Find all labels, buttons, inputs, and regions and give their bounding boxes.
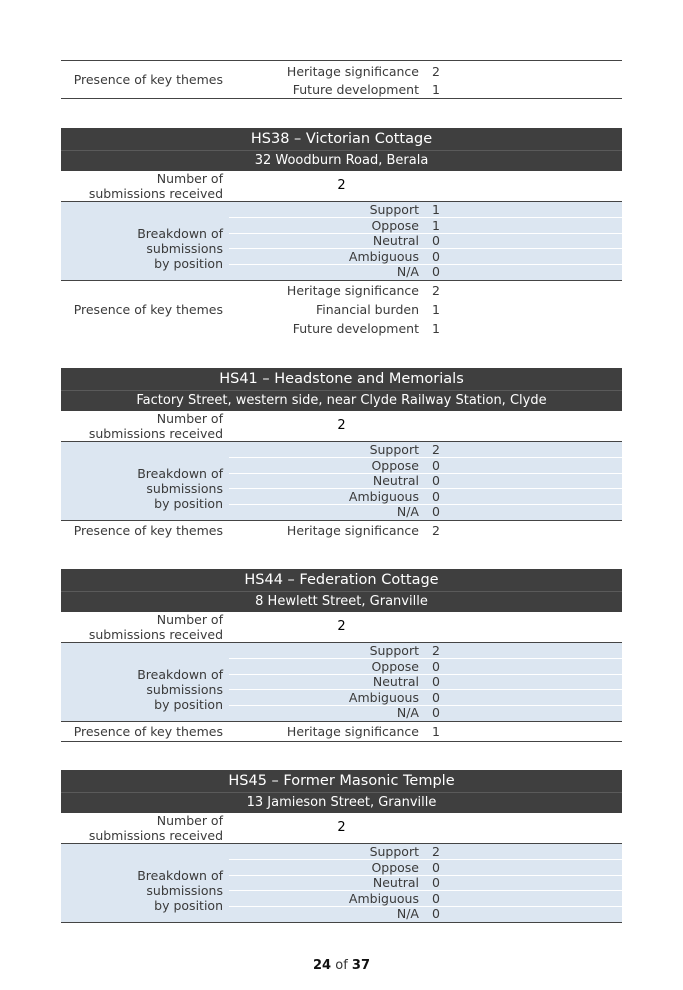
breakdown-label-line2: by position — [154, 496, 223, 511]
theme-name: Future development — [292, 82, 419, 97]
breakdown-row — [61, 441, 622, 521]
position-name: Ambiguous — [348, 489, 419, 504]
table-header — [61, 569, 622, 612]
submissions-label-line2: submissions received — [88, 426, 223, 441]
theme-count: 2 — [432, 64, 440, 79]
position-name: Ambiguous — [348, 249, 419, 264]
position-count: 0 — [432, 860, 440, 875]
position-name: N/A — [396, 705, 419, 720]
item-address: 32 Woodburn Road, Berala — [61, 150, 622, 171]
theme-count: 1 — [432, 82, 440, 97]
position-name: Support — [369, 844, 419, 859]
position-count: 0 — [432, 489, 440, 504]
position-count: 0 — [432, 705, 440, 720]
breakdown-label-line2: by position — [154, 898, 223, 913]
breakdown-label-line1: Breakdown of submissions — [137, 868, 223, 898]
position-count: 2 — [432, 844, 440, 859]
theme-count: 2 — [432, 523, 440, 538]
item-address: 8 Hewlett Street, Granville — [61, 591, 622, 612]
submissions-label-line2: submissions received — [88, 186, 223, 201]
table-header — [61, 368, 622, 411]
submissions-label-line2: submissions received — [88, 627, 223, 642]
heritage-table-hs38 — [61, 128, 622, 339]
position-name: Neutral — [372, 875, 419, 890]
themes-row — [61, 521, 622, 541]
position-name: Neutral — [372, 473, 419, 488]
item-title: HS41 – Headstone and Memorials — [219, 371, 464, 387]
position-name: Ambiguous — [348, 891, 419, 906]
breakdown-label-line2: by position — [154, 697, 223, 712]
position-count: 1 — [432, 218, 440, 233]
item-address: 13 Jamieson Street, Granville — [61, 792, 622, 813]
position-name: N/A — [396, 504, 419, 519]
themes-row — [61, 722, 622, 742]
position-name: Oppose — [371, 218, 419, 233]
heritage-table-hs41 — [61, 368, 622, 541]
page-number — [0, 958, 683, 973]
position-count: 0 — [432, 249, 440, 264]
breakdown-row — [61, 642, 622, 722]
top-fragment-table — [61, 60, 622, 99]
item-address: Factory Street, western side, near Clyde Railway Station, Clyde — [61, 390, 622, 411]
submissions-label-line2: submissions received — [88, 828, 223, 843]
themes-label: Presence of key themes — [73, 302, 223, 317]
position-count: 0 — [432, 458, 440, 473]
position-name: Support — [369, 442, 419, 457]
submissions-count: 2 — [337, 418, 346, 433]
submissions-row — [61, 612, 622, 642]
themes-row — [61, 281, 622, 339]
position-name: Support — [369, 643, 419, 658]
position-name: Oppose — [371, 659, 419, 674]
position-count: 0 — [432, 906, 440, 921]
themes-label: Presence of key themes — [73, 72, 223, 87]
position-name: Oppose — [371, 458, 419, 473]
themes-label: Presence of key themes — [73, 724, 223, 739]
position-count: 2 — [432, 643, 440, 658]
breakdown-label-line1: Breakdown of submissions — [137, 466, 223, 496]
position-count: 2 — [432, 442, 440, 457]
position-count: 0 — [432, 504, 440, 519]
submissions-count: 2 — [337, 619, 346, 634]
submissions-row — [61, 411, 622, 441]
theme-name: Heritage significance — [286, 283, 419, 298]
breakdown-label — [61, 226, 223, 271]
submissions-count: 2 — [337, 178, 346, 193]
theme-name: Heritage significance — [286, 64, 419, 79]
position-count: 0 — [432, 473, 440, 488]
breakdown-label — [61, 466, 223, 511]
breakdown-label-line1: Breakdown of submissions — [137, 667, 223, 697]
position-name: N/A — [396, 906, 419, 921]
position-name: Neutral — [372, 233, 419, 248]
submissions-count: 2 — [337, 820, 346, 835]
position-count: 0 — [432, 875, 440, 890]
position-count: 1 — [432, 202, 440, 217]
position-count: 0 — [432, 659, 440, 674]
table-header — [61, 770, 622, 813]
theme-name: Heritage significance — [286, 523, 419, 538]
theme-name: Heritage significance — [286, 724, 419, 739]
theme-name: Future development — [292, 321, 419, 336]
position-name: N/A — [396, 264, 419, 279]
position-name: Oppose — [371, 860, 419, 875]
heritage-table-hs45 — [61, 770, 622, 923]
position-count: 0 — [432, 264, 440, 279]
position-name: Ambiguous — [348, 690, 419, 705]
submissions-row — [61, 813, 622, 843]
table-header — [61, 128, 622, 171]
submissions-label-line1: Number of — [156, 612, 223, 627]
total-pages: 37 — [351, 958, 370, 973]
submissions-label-line1: Number of — [156, 171, 223, 186]
position-count: 0 — [432, 674, 440, 689]
page-of: of — [335, 958, 348, 973]
item-title: HS44 – Federation Cottage — [244, 572, 439, 588]
theme-count: 1 — [432, 724, 440, 739]
position-count: 0 — [432, 690, 440, 705]
position-name: Neutral — [372, 674, 419, 689]
breakdown-label-line1: Breakdown of submissions — [137, 226, 223, 256]
submissions-label-line1: Number of — [156, 813, 223, 828]
submissions-row — [61, 171, 622, 201]
breakdown-label-line2: by position — [154, 256, 223, 271]
item-title: HS45 – Former Masonic Temple — [228, 773, 455, 789]
themes-label: Presence of key themes — [73, 523, 223, 538]
current-page: 24 — [313, 958, 332, 973]
position-count: 0 — [432, 891, 440, 906]
theme-count: 1 — [432, 302, 440, 317]
theme-count: 2 — [432, 283, 440, 298]
position-name: Support — [369, 202, 419, 217]
submissions-label-line1: Number of — [156, 411, 223, 426]
item-title: HS38 – Victorian Cottage — [250, 131, 433, 147]
breakdown-label — [61, 868, 223, 913]
heritage-table-hs44 — [61, 569, 622, 742]
breakdown-label — [61, 667, 223, 712]
theme-count: 1 — [432, 321, 440, 336]
themes-row — [61, 60, 622, 99]
breakdown-row — [61, 843, 622, 923]
theme-name: Financial burden — [315, 302, 419, 317]
breakdown-row — [61, 201, 622, 281]
position-count: 0 — [432, 233, 440, 248]
